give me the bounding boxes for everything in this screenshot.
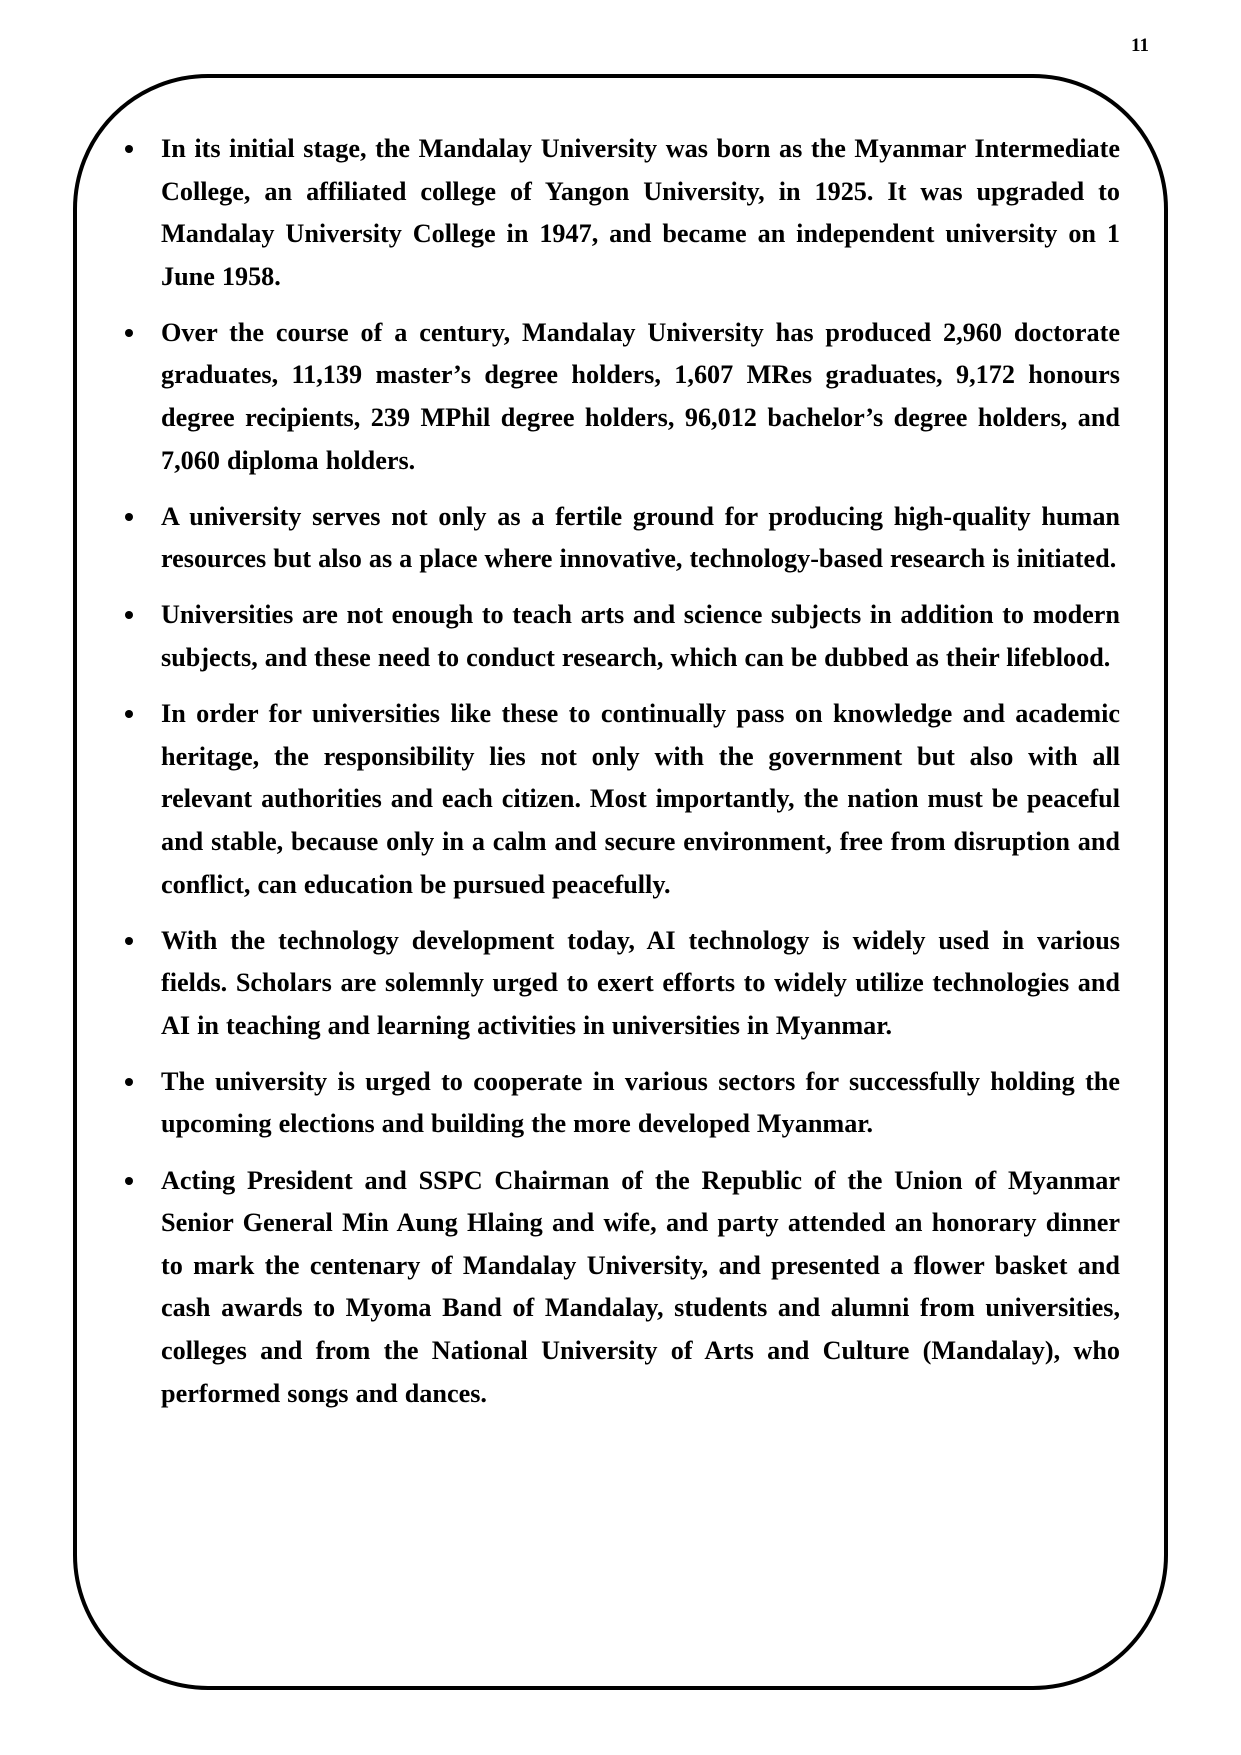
bullet-dot-icon (125, 710, 133, 718)
list-item-text: In order for universities like these to continually pass on knowledge and academic heritage, the responsibility lies not only with the government but also with all relevant authorities and each citizen. Most importantly, the nation must be peaceful and stable, because only in a calm and secure environment, free from disruption and conflict, can education be pursued peacefully. (161, 699, 1120, 899)
bullet-dot-icon (125, 145, 133, 153)
list-item (118, 693, 1120, 906)
list-item (118, 496, 1120, 581)
bullet-dot-icon (125, 611, 133, 619)
list-item (118, 1061, 1120, 1146)
bullet-dot-icon (125, 1177, 133, 1185)
list-item-text: Universities are not enough to teach arts and science subjects in addition to modern subjects, and these need to conduct research, which can be dubbed as their lifeblood. (161, 600, 1120, 673)
list-item (118, 920, 1120, 1048)
bullet-dot-icon (125, 1078, 133, 1086)
list-item-text: In its initial stage, the Mandalay University was born as the Myanmar Intermediate College, an affiliated college of Yangon University, in 1925. It was upgraded to Mandalay University College in 1947, and became an independent university on 1 June 1958. (161, 134, 1120, 291)
bullet-list (118, 128, 1120, 1429)
list-item-text: The university is urged to cooperate in various sectors for successfully holding the upcoming elections and building the more developed Myanmar. (161, 1066, 1120, 1139)
list-item (118, 312, 1120, 482)
bullet-dot-icon (125, 329, 133, 337)
bullet-dot-icon (125, 513, 133, 521)
list-item (118, 1160, 1120, 1416)
page-number: 11 (1131, 35, 1149, 56)
list-item (118, 128, 1120, 298)
list-item-text: Acting President and SSPC Chairman of the Republic of the Union of Myanmar Senior General Min Aung Hlaing and wife, and party attended an honorary dinner to mark the centenary of Mandalay University, and presented a flower basket and cash awards to Myoma Band of Mandalay, students and alumni from universities, colleges and from the National University of Arts and Culture (Mandalay), who performed songs and dances. (161, 1165, 1120, 1408)
list-item-text: A university serves not only as a fertile ground for producing high-quality human resources but also as a place where innovative, technology-based research is initiated. (161, 501, 1120, 574)
bullet-dot-icon (125, 937, 133, 945)
list-item-text: With the technology development today, AI technology is widely used in various fields. Scholars are solemnly urged to exert efforts to widely utilize technologies and AI in teaching and learning activities in universities in Myanmar. (161, 925, 1120, 1040)
list-item-text: Over the course of a century, Mandalay University has produced 2,960 doctorate graduates, 11,139 master’s degree holders, 1,607 MRes graduates, 9,172 honours degree recipients, 239 MPhil degree holders, 96,012 bachelor’s degree holders, and 7,060 diploma holders. (161, 317, 1120, 475)
list-item (118, 594, 1120, 679)
